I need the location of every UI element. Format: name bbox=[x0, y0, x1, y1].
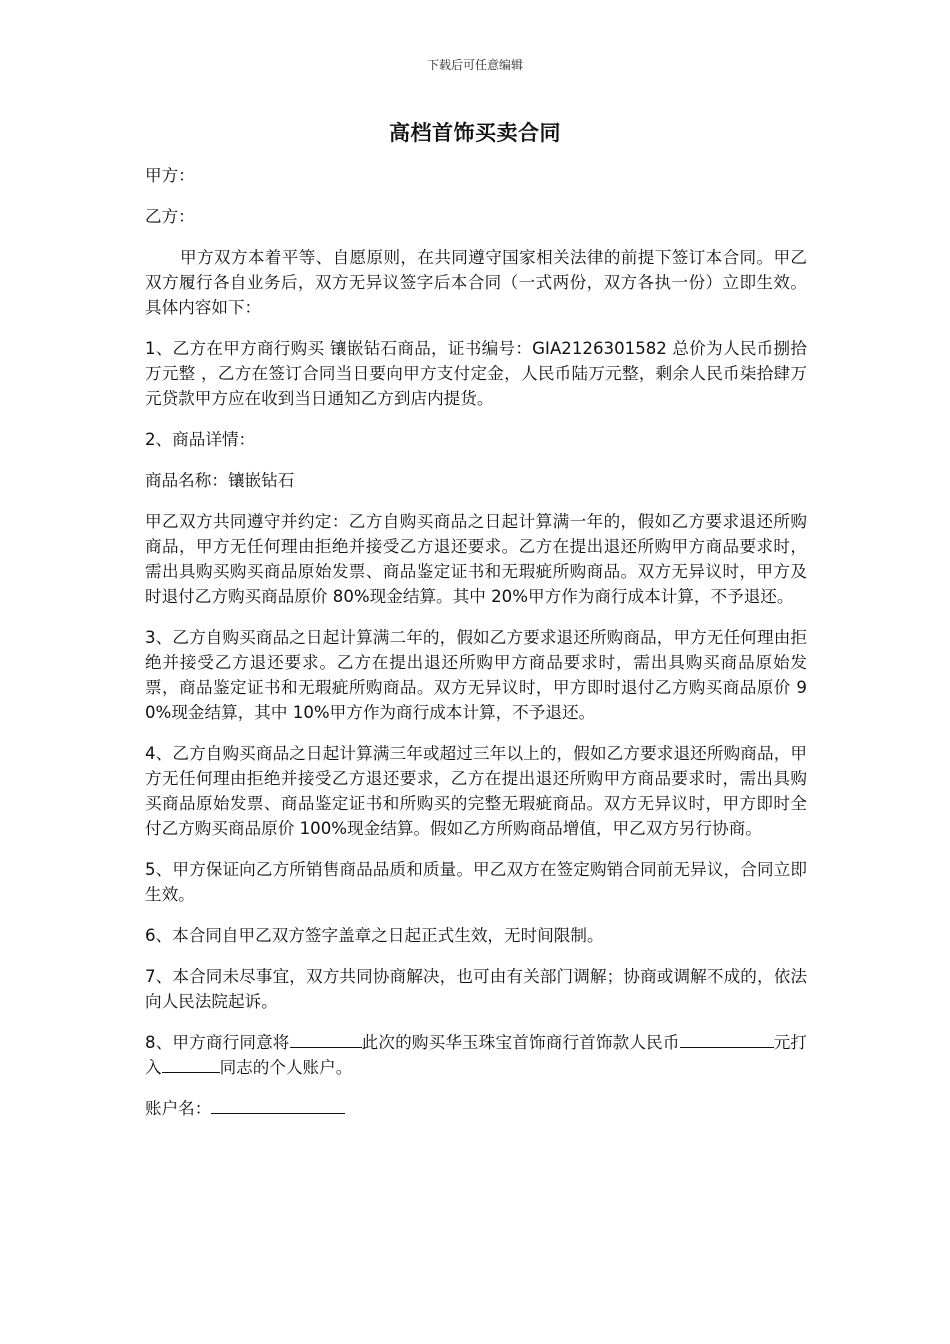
clause-3: 3、乙方自购买商品之日起计算满二年的，假如乙方要求退还所购商品，甲方无任何理由拒绝并接受乙方退还要求。乙方在提出退还所购甲方商品要求时，需出具购买商品原始发票，商品鉴定证书和无瑕疵所购商品。双方无异议时，甲方即时退付乙方购买商品原价 90%现金结算，其中 10%甲方作为商行成本计算，不予退还。 bbox=[145, 628, 807, 722]
intro-paragraph: 甲方双方本着平等、自愿原则，在共同遵守国家相关法律的前提下签订本合同。甲乙双方履行各自业务后，双方无异议签字后本合同（一式两份，双方各执一份）立即生效。具体内容如下： bbox=[145, 248, 807, 317]
document-title: 高档首饰买卖合同 bbox=[389, 121, 561, 145]
product-name: 商品名称：镶嵌钻石 bbox=[145, 471, 295, 490]
clause-2: 2、商品详情： bbox=[145, 430, 256, 449]
header-note: 下载后可任意编辑 bbox=[426, 58, 523, 72]
account-name-blank bbox=[211, 1096, 345, 1114]
clause-1: 1、乙方在甲方商行购买 镶嵌钻石商品，证书编号：GIA2126301582 总价为人民币捌拾万元整 ，乙方在签订合同当日要向甲方支付定金，人民币陆万元整，剩余人民币柒拾肆万元贷款甲方应在收到当日通知乙方到店内提货。 bbox=[145, 339, 807, 408]
clause-8-part-4: 同志的个人账户。 bbox=[219, 1058, 353, 1077]
clause-5: 5、甲方保证向乙方所销售商品品质和质量。甲乙双方在签定购销合同前无异议，合同立即生效。 bbox=[145, 860, 807, 904]
agreement-paragraph: 甲乙双方共同遵守并约定：乙方自购买商品之日起计算满一年的，假如乙方要求退还所购商品，甲方无任何理由拒绝并接受乙方退还要求。乙方在提出退还所购甲方商品要求时，需出具购买购买商品原始发票、商品鉴定证书和无瑕疵所购商品。双方无异议时，甲方及时退付乙方购买商品原价 80%现金结算。其中 20%甲方作为商行成本计算，不予退还。 bbox=[145, 512, 807, 606]
blank-line bbox=[162, 1055, 220, 1073]
blank-line bbox=[290, 1030, 362, 1048]
blank-line bbox=[680, 1030, 738, 1048]
clause-6: 6、本合同自甲乙双方签字盖章之日起正式生效，无时间限制。 bbox=[145, 926, 604, 945]
party-a-label: 甲方： bbox=[145, 166, 195, 185]
clause-8-part-3: 元打入 bbox=[145, 1033, 808, 1077]
blank-line bbox=[738, 1030, 774, 1048]
clause-8-part-2: 此次的购买华玉珠宝首饰商行首饰款人民币 bbox=[361, 1033, 680, 1052]
account-name-label: 账户名： bbox=[145, 1099, 212, 1118]
clause-7: 7、本合同未尽事宜，双方共同协商解决，也可由有关部门调解；协商或调解不成的，依法向人民法院起诉。 bbox=[145, 967, 807, 1011]
document-body bbox=[145, 163, 807, 1137]
clause-8 bbox=[145, 1030, 807, 1080]
account-name-line bbox=[145, 1096, 807, 1121]
clause-4: 4、乙方自购买商品之日起计算满三年或超过三年以上的，假如乙方要求退还所购商品，甲方无任何理由拒绝并接受乙方退还要求，乙方在提出退还所购甲方商品要求时，需出具购买商品原始发票、商品鉴定证书和所购买的完整无瑕疵商品。双方无异议时，甲方即时全付乙方购买商品原价 100%现金结算。假如乙方所购商品增值，甲乙双方另行协商。 bbox=[145, 744, 807, 838]
party-b-label: 乙方： bbox=[145, 207, 195, 226]
clause-8-part-1: 8、甲方商行同意将 bbox=[145, 1033, 290, 1052]
